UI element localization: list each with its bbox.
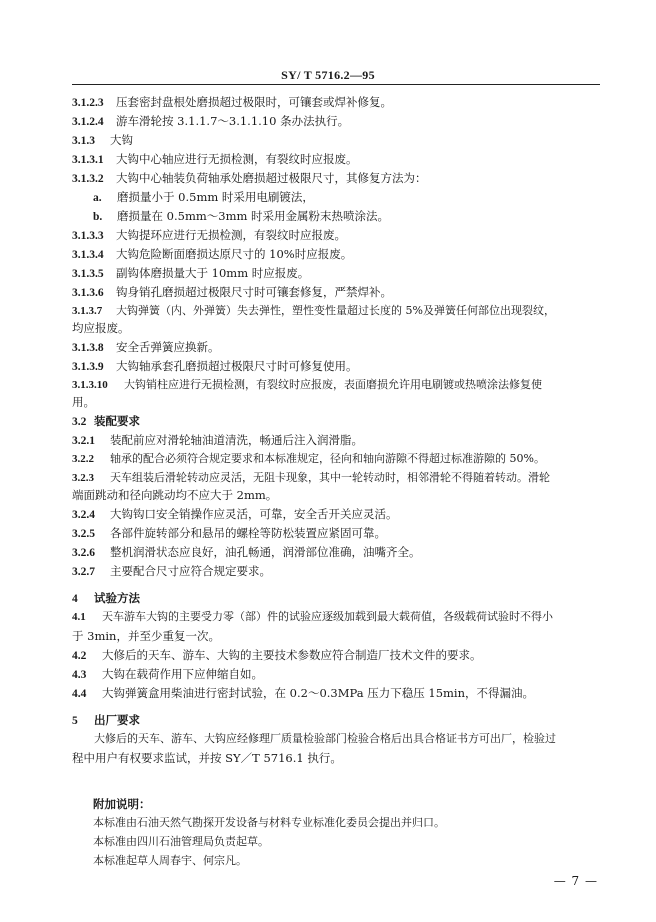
clause-line: 3.1.3.9 大钩轴承套孔磨损超过极限尺寸时可修复使用。 [72,359,358,373]
clause-line: 3.1.3.2 大钩中心轴装负荷轴承处磨损超过极限尺寸，其修复方法为： [72,171,427,185]
clause-line: 3.1.3.1 大钩中心轴应进行无损检测，有裂纹时应报废。 [72,152,358,166]
clause-line: 3.1.3.6 钩身销孔磨损超过极限尺寸时可镶套修复，严禁焊补。 [72,285,392,299]
notes-line: 本标准由四川石油管理局负责起草。 [93,835,269,848]
notes-line: 本标准由石油天然气勘探开发设备与材料专业标准化委员会提出并归口。 [93,816,445,829]
clause-line: 3.2.2 轴承的配合必须符合规定要求和本标准规定，径向和轴向游隙不得超过标准游隙的 50%。 [72,452,545,465]
list-item: b. 磨损量在 0.5mm～3mm 时采用金属粉末热喷涂法。 [93,209,390,223]
clause-continuation: 均应报废。 [72,321,130,335]
section-heading-3-2: 3.2 装配要求 [72,414,140,428]
clause-line: 3.2.1 装配前应对滑轮轴油道清洗，畅通后注入润滑脂。 [72,433,363,447]
page-header: SY/ T 5716.2—95 [281,68,375,82]
clause-line: 3.1.2.3 压套密封盘根处磨损超过极限时，可镶套或焊补修复。 [72,95,392,109]
list-item: a. 磨损量小于 0.5mm 时采用电刷镀法， [93,190,314,204]
notes-title: 附加说明： [93,797,151,811]
clause-line: 3.2.3 天车组装后滑轮转动应灵活，无阻卡现象，其中一轮转动时，相邻滑轮不得随着转动。滑轮 [72,471,550,484]
clause-line: 3.1.3.4 大钩危险断面磨损达原尺寸的 10%时应报废。 [72,247,353,261]
clause-line: 4.4 大钩弹簧盒用柴油进行密封试验，在 0.2～0.3MPa 压力下稳压 15min，不得漏油。 [72,686,535,700]
paragraph-line: 程中用户有权要求监试，并按 SY／T 5716.1 执行。 [72,751,342,765]
clause-continuation: 于 3min，并至少重复一次。 [72,629,220,643]
clause-line: 3.2.7 主要配合尺寸应符合规定要求。 [72,564,271,578]
page-number: — 7 — [553,874,598,888]
section-heading-4: 4 试验方法 [72,591,140,605]
clause-heading: 3.1.3 大钩 [72,133,133,147]
section-heading-5: 5 出厂要求 [72,713,140,727]
notes-line: 本标准起草人周春宇、何宗凡。 [93,854,247,867]
clause-line: 3.1.2.4 游车滑轮按 3.1.1.7～3.1.1.10 条办法执行。 [72,114,350,128]
paragraph-line: 大修后的天车、游车、大钩应经修理厂质量检验部门检验合格后出具合格证书方可出厂，检验过 [94,732,556,745]
clause-line: 3.1.3.3 大钩提环应进行无损检测，有裂纹时应报废。 [72,228,346,242]
clause-line: 3.1.3.7 大钩弹簧（内、外弹簧）失去弹性，塑性变性量超过长度的 5%及弹簧任何部位出现裂纹， [72,304,555,317]
clause-line: 3.1.3.8 安全舌弹簧应换新。 [72,340,220,354]
clause-line: 3.2.5 各部件旋转部分和悬吊的螺栓等防松装置应紧固可靠。 [72,526,386,540]
clause-line: 3.1.3.5 副钩体磨损量大于 10mm 时应报废。 [72,266,310,280]
header-divider [72,84,600,85]
clause-line: 3.2.6 整机润滑状态应良好，油孔畅通，润滑部位准确，油嘴齐全。 [72,545,421,559]
clause-line: 3.1.3.10 大钩销柱应进行无损检测，有裂纹时应报废，表面磨损允许用电刷镀或热喷涂法修复使 [72,378,542,391]
clause-line: 4.1 天车游车大钩的主要受力零（部）件的试验应逐级加载到最大载荷值，各级载荷试验时不得小 [72,610,553,623]
clause-line: 3.2.4 大钩钩口安全销操作应灵活，可靠，安全舌开关应灵活。 [72,507,398,521]
clause-line: 4.2 大修后的天车、游车、大钩的主要技术参数应符合制造厂技术文件的要求。 [72,648,482,662]
clause-continuation: 端面跳动和径向跳动均不应大于 2mm。 [72,488,278,502]
clause-continuation: 用。 [72,395,95,409]
clause-line: 4.3 大钩在载荷作用下应伸缩自如。 [72,667,263,681]
